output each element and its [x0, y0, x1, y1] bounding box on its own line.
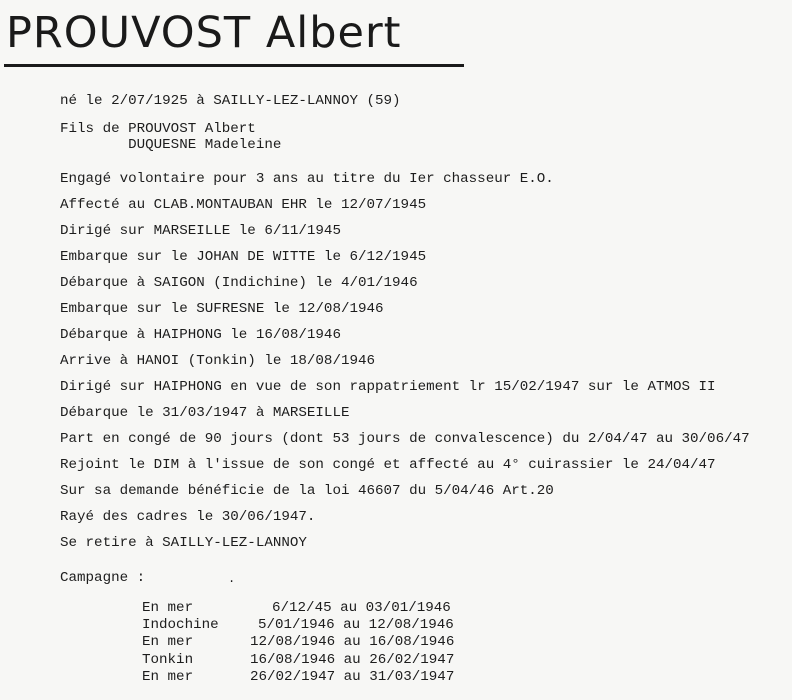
record-line-law: Sur sa demande bénéficie de la loi 46607 du 5/04/46 Art.20 — [60, 483, 554, 499]
record-line-embark-1: Embarque sur le JOHAN DE WITTE le 6/12/1945 — [60, 249, 427, 265]
record-line-enlistment: Engagé volontaire pour 3 ans au titre du Ier chasseur E.O. — [60, 171, 554, 187]
record-line-retire: Se retire à SAILLY-LEZ-LANNOY — [60, 535, 307, 551]
parents-line-mother: DUQUESNE Madeleine — [60, 137, 282, 153]
parents-line-father: Fils de PROUVOST Albert — [60, 121, 256, 137]
record-line-haiphong: Débarque à HAIPHONG le 16/08/1946 — [60, 327, 341, 343]
record-line-disembark: Débarque le 31/03/1947 à MARSEILLE — [60, 405, 350, 421]
birth-line: né le 2/07/1925 à SAILLY-LEZ-LANNOY (59) — [60, 93, 401, 109]
campaign-row-place: Indochine — [142, 617, 219, 633]
campaign-row-dates: 16/08/1946 au 26/02/1947 — [250, 652, 455, 668]
campaign-row-dates: 26/02/1947 au 31/03/1947 — [250, 669, 455, 685]
record-line-hanoi: Arrive à HANOI (Tonkin) le 18/08/1946 — [60, 353, 376, 369]
campaign-row-dates: 6/12/45 au 03/01/1946 — [272, 600, 451, 616]
campaign-row-dates: 5/01/1946 au 12/08/1946 — [258, 617, 454, 633]
record-line-embark-2: Embarque sur le SUFRESNE le 12/08/1946 — [60, 301, 384, 317]
record-line-saigon: Débarque à SAIGON (Indichine) le 4/01/1946 — [60, 275, 418, 291]
campaign-row-dates: 12/08/1946 au 16/08/1946 — [250, 634, 455, 650]
record-line-marseille: Dirigé sur MARSEILLE le 6/11/1945 — [60, 223, 341, 239]
record-line-rejoin: Rejoint le DIM à l'issue de son congé et affecté au 4° cuirassier le 24/04/47 — [60, 457, 716, 473]
stray-mark: . — [228, 572, 236, 586]
campaign-row-place: En mer — [142, 600, 194, 616]
campaign-row-place: Tonkin — [142, 652, 194, 668]
campaign-label: Campagne : — [60, 570, 146, 586]
title-underline — [4, 64, 464, 67]
record-line-leave: Part en congé de 90 jours (dont 53 jours de convalescence) du 2/04/47 au 30/06/47 — [60, 431, 750, 447]
record-line-repatriation: Dirigé sur HAIPHONG en vue de son rappatriement lr 15/02/1947 sur le ATMOS II — [60, 379, 716, 395]
campaign-row-place: En mer — [142, 634, 194, 650]
page-title: PROUVOST Albert — [6, 8, 402, 58]
record-line-struck-off: Rayé des cadres le 30/06/1947. — [60, 509, 316, 525]
record-line-assignment: Affecté au CLAB.MONTAUBAN EHR le 12/07/1945 — [60, 197, 427, 213]
campaign-row-place: En mer — [142, 669, 194, 685]
